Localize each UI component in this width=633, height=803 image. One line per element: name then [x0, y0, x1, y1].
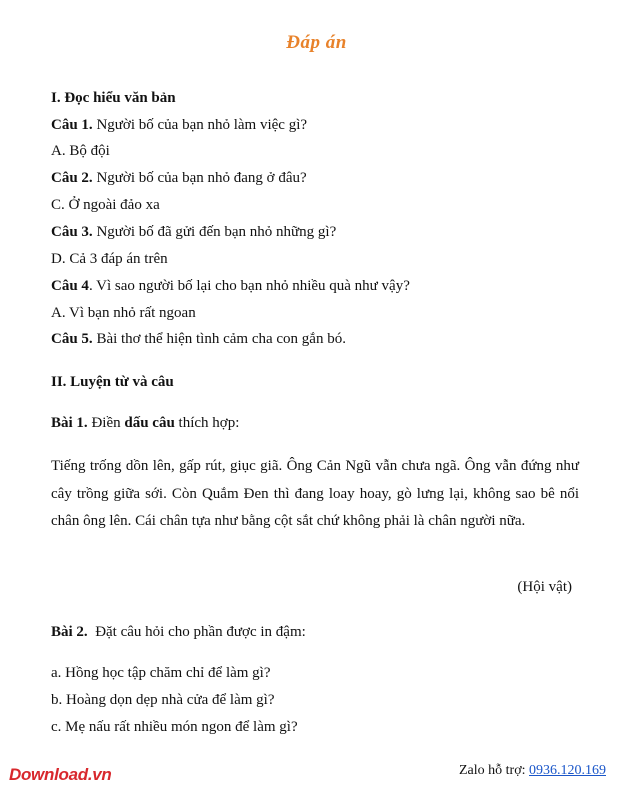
- logo-suffix: .vn: [87, 765, 112, 784]
- question-3-text: Người bố đã gửi đến bạn nhỏ những gì?: [92, 224, 337, 240]
- question-4-text: . Vì sao người bố lại cho bạn nhỏ nhiều quà như vậy?: [88, 278, 410, 294]
- bai1-source: (Hội vật): [517, 579, 572, 595]
- page-title: Đáp án: [286, 32, 347, 53]
- answer-3: D. Cả 3 đáp án trên: [51, 251, 168, 267]
- section1-heading: I. Đọc hiểu văn bản: [51, 90, 176, 106]
- bai2-item-c: c. Mẹ nấu rất nhiều món ngon để làm gì?: [51, 719, 298, 735]
- question-1-text: Người bố của bạn nhỏ làm việc gì?: [92, 117, 308, 133]
- bai1-text-before: Điền: [87, 415, 125, 431]
- section2-heading: II. Luyện từ và câu: [51, 374, 174, 390]
- question-1-label: Câu 1.: [51, 117, 93, 133]
- download-logo[interactable]: [9, 765, 112, 785]
- question-4: [51, 276, 410, 296]
- support-phone-link[interactable]: 0936.120.169: [529, 763, 606, 778]
- bai1-label: Bài 1.: [51, 415, 88, 431]
- answer-2: C. Ở ngoài đảo xa: [51, 197, 160, 213]
- bai1-paragraph: Tiếng trống dồn lên, gấp rút, giục giã. Ông Cản Ngũ vẫn chưa ngã. Ông vẫn đứng như cây trồng giữa sới. Còn Quắm Đen thì đang loay hoay, gò lưng lại, không sao bê nổi chân ông lên. Cái chân tựa như bằng cột sắt chứ không phải là chân người nữa.: [51, 458, 579, 529]
- question-4-label: Câu 4: [51, 278, 89, 294]
- question-2-label: Câu 2.: [51, 170, 93, 186]
- bai2-item-a: a. Hồng học tập chăm chỉ để làm gì?: [51, 665, 271, 681]
- question-2: [51, 168, 307, 188]
- bai1-text-after: thích hợp:: [174, 415, 240, 431]
- question-1: [51, 115, 307, 135]
- bai1-instruction: [51, 413, 239, 433]
- bai2-item-b: b. Hoàng dọn dẹp nhà cửa để làm gì?: [51, 692, 275, 708]
- question-5-text: Bài thơ thể hiện tình cảm cha con gắn bó.: [92, 331, 346, 347]
- bai2-instruction: [51, 622, 306, 642]
- answer-1: A. Bộ đội: [51, 143, 110, 159]
- question-5: [51, 329, 346, 349]
- answer-4: A. Vì bạn nhỏ rất ngoan: [51, 305, 196, 321]
- bai2-label: Bài 2.: [51, 624, 88, 640]
- question-2-text: Người bố của bạn nhỏ đang ở đâu?: [92, 170, 307, 186]
- logo-text: Download: [9, 765, 88, 784]
- support-label: Zalo hỗ trợ:: [459, 763, 529, 778]
- zalo-support: [459, 761, 606, 781]
- question-3-label: Câu 3.: [51, 224, 93, 240]
- question-3: [51, 222, 336, 242]
- bai1-bold-text: dấu câu: [124, 415, 175, 431]
- question-5-label: Câu 5.: [51, 331, 93, 347]
- bai2-text: Đặt câu hỏi cho phần được in đậm:: [87, 624, 306, 640]
